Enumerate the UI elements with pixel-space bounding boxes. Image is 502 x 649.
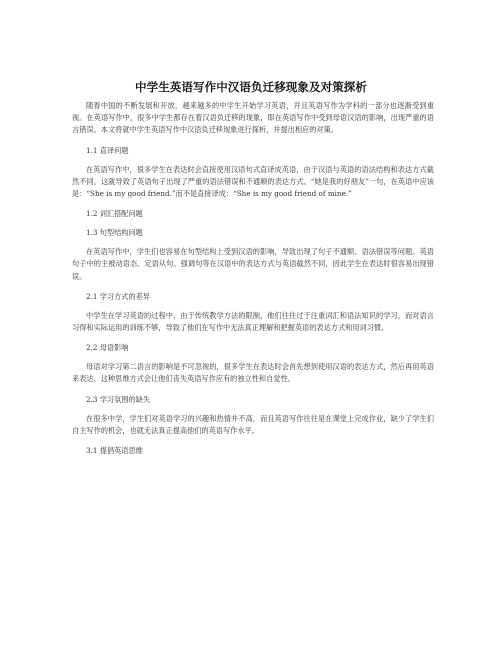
intro-paragraph: 随着中国的不断发展和开放，越来越多的中学生开始学习英语，并且英语写作为学科的一部分也逐渐受到重视。在英语写作中，很多中学生都存在着汉语负迁移的现象，即在英语写作中受到母语汉语的影响，出现严重的语言错误。本文将就中学生英语写作中汉语负迁移现象进行探析，并提出相应的对策。 xyxy=(72,101,434,135)
section-paragraph: 在英语写作中，学生们也容易在句型结构上受到汉语的影响，导致出现了句子不通顺、语法错误等问题。英语句子中的主被动语态、定语从句、强调句等在汉语中的表达方式与英语截然不同，因此学生在表达时很容易出现错误。 xyxy=(72,247,434,281)
section-heading: 1.3 句型结构问题 xyxy=(86,228,143,238)
section-paragraph: 在英语写作中，很多学生在表达时会直接使用汉语句式直译成英语，由于汉语与英语的语法结构和表达方式截然不同，这就导致了英语句子出现了严重的语法错误和不通顺的表达方式。“她是我的好朋友”一句，在英语中应该是：“She is my good friend.”而不是直接译成：“She is my good friend of mine.” xyxy=(72,164,434,199)
section-heading: 2.1 学习方式的差异 xyxy=(86,291,151,301)
section-heading: 1.2 词汇搭配问题 xyxy=(86,209,143,219)
section-heading: 2.2 母语影响 xyxy=(86,343,129,353)
section-heading: 3.1 提倡英语思维 xyxy=(86,446,143,456)
section-paragraph: 在很多中学，学生们对英语学习的兴趣和热情并不高，而且英语写作往往是在课堂上完成作业，缺少了学生们自主写作的机会，也就无法真正提高他们的英语写作水平。 xyxy=(72,413,434,435)
section-heading: 2.3 学习氛围的缺失 xyxy=(86,394,151,404)
document-title: 中学生英语写作中汉语负迁移现象及对策探析 xyxy=(135,80,367,94)
section-paragraph: 母语对学习第二语言的影响是不可忽视的，很多学生在表达时会首先想到使用汉语的表达方式，然后再用英语来表达，这种思维方式会让他们丧失英语写作应有的独立性和自觉性。 xyxy=(72,362,434,384)
section-paragraph: 中学生在学习英语的过程中，由于传统教学方法的限制，他们往往过于注重词汇和语法知识的学习，而对语言习得和实际运用的训练不够，导致了他们在写作中无法真正理解和把握英语的表达方式和用词习惯。 xyxy=(72,310,434,333)
section-heading: 1.1 直译问题 xyxy=(86,145,129,155)
document-body xyxy=(72,100,434,457)
